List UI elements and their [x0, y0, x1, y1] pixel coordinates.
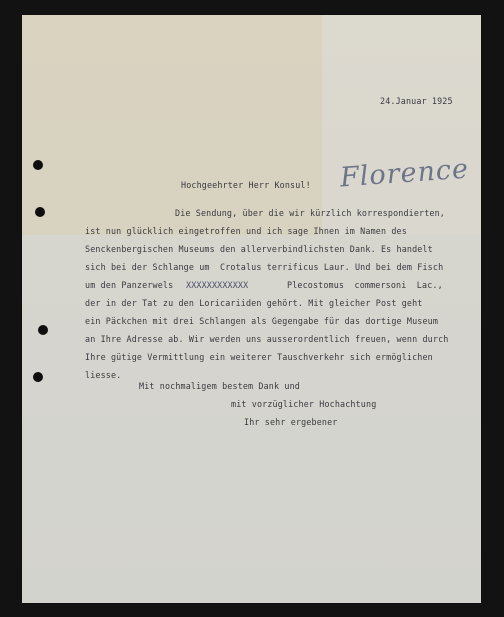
body-line-1: Die Sendung, über die wir kürzlich korrespondierten,	[175, 208, 445, 218]
body-line-10: liesse.	[85, 370, 122, 380]
body-line-5b: Plecostomus commersoni Lac.,	[287, 280, 443, 290]
closing-line-1: Mit nochmaligem bestem Dank und	[139, 381, 300, 391]
body-line-7: ein Päckchen mit drei Schlangen als Gegengabe für das dortige Museum	[85, 316, 439, 326]
letter-sheet	[22, 15, 481, 603]
body-line-8: an Ihre Adresse ab. Wir werden uns ausserordentlich freuen, wenn durch	[85, 334, 449, 344]
closing-line-2: mit vorzüglicher Hochachtung	[231, 399, 377, 409]
punch-hole	[33, 160, 43, 170]
body-line-2: ist nun glücklich eingetroffen und ich sage Ihnen im Namen des	[85, 226, 407, 236]
struck-out-word: XXXXXXXXXXXX	[186, 280, 249, 290]
body-line-5a: um den Panzerwels	[85, 280, 174, 290]
punch-hole	[33, 372, 43, 382]
punch-hole	[38, 325, 48, 335]
closing-line-3: Ihr sehr ergebener	[244, 417, 338, 427]
paper-discoloration	[22, 15, 322, 235]
salutation: Hochgeehrter Herr Konsul!	[181, 180, 311, 190]
body-line-6: der in der Tat zu den Loricariiden gehört. Mit gleicher Post geht	[85, 298, 423, 308]
handwritten-name: Florence	[339, 153, 470, 194]
body-line-4: sich bei der Schlange um Crotalus terrificus Laur. Und bei dem Fisch	[85, 262, 444, 272]
punch-hole	[35, 207, 45, 217]
body-line-3: Senckenbergischen Museums den allerverbindlichsten Dank. Es handelt	[85, 244, 433, 254]
letter-date: 24.Januar 1925	[380, 96, 453, 106]
body-line-9: Ihre gütige Vermittlung ein weiterer Tauschverkehr sich ermöglichen	[85, 352, 433, 362]
